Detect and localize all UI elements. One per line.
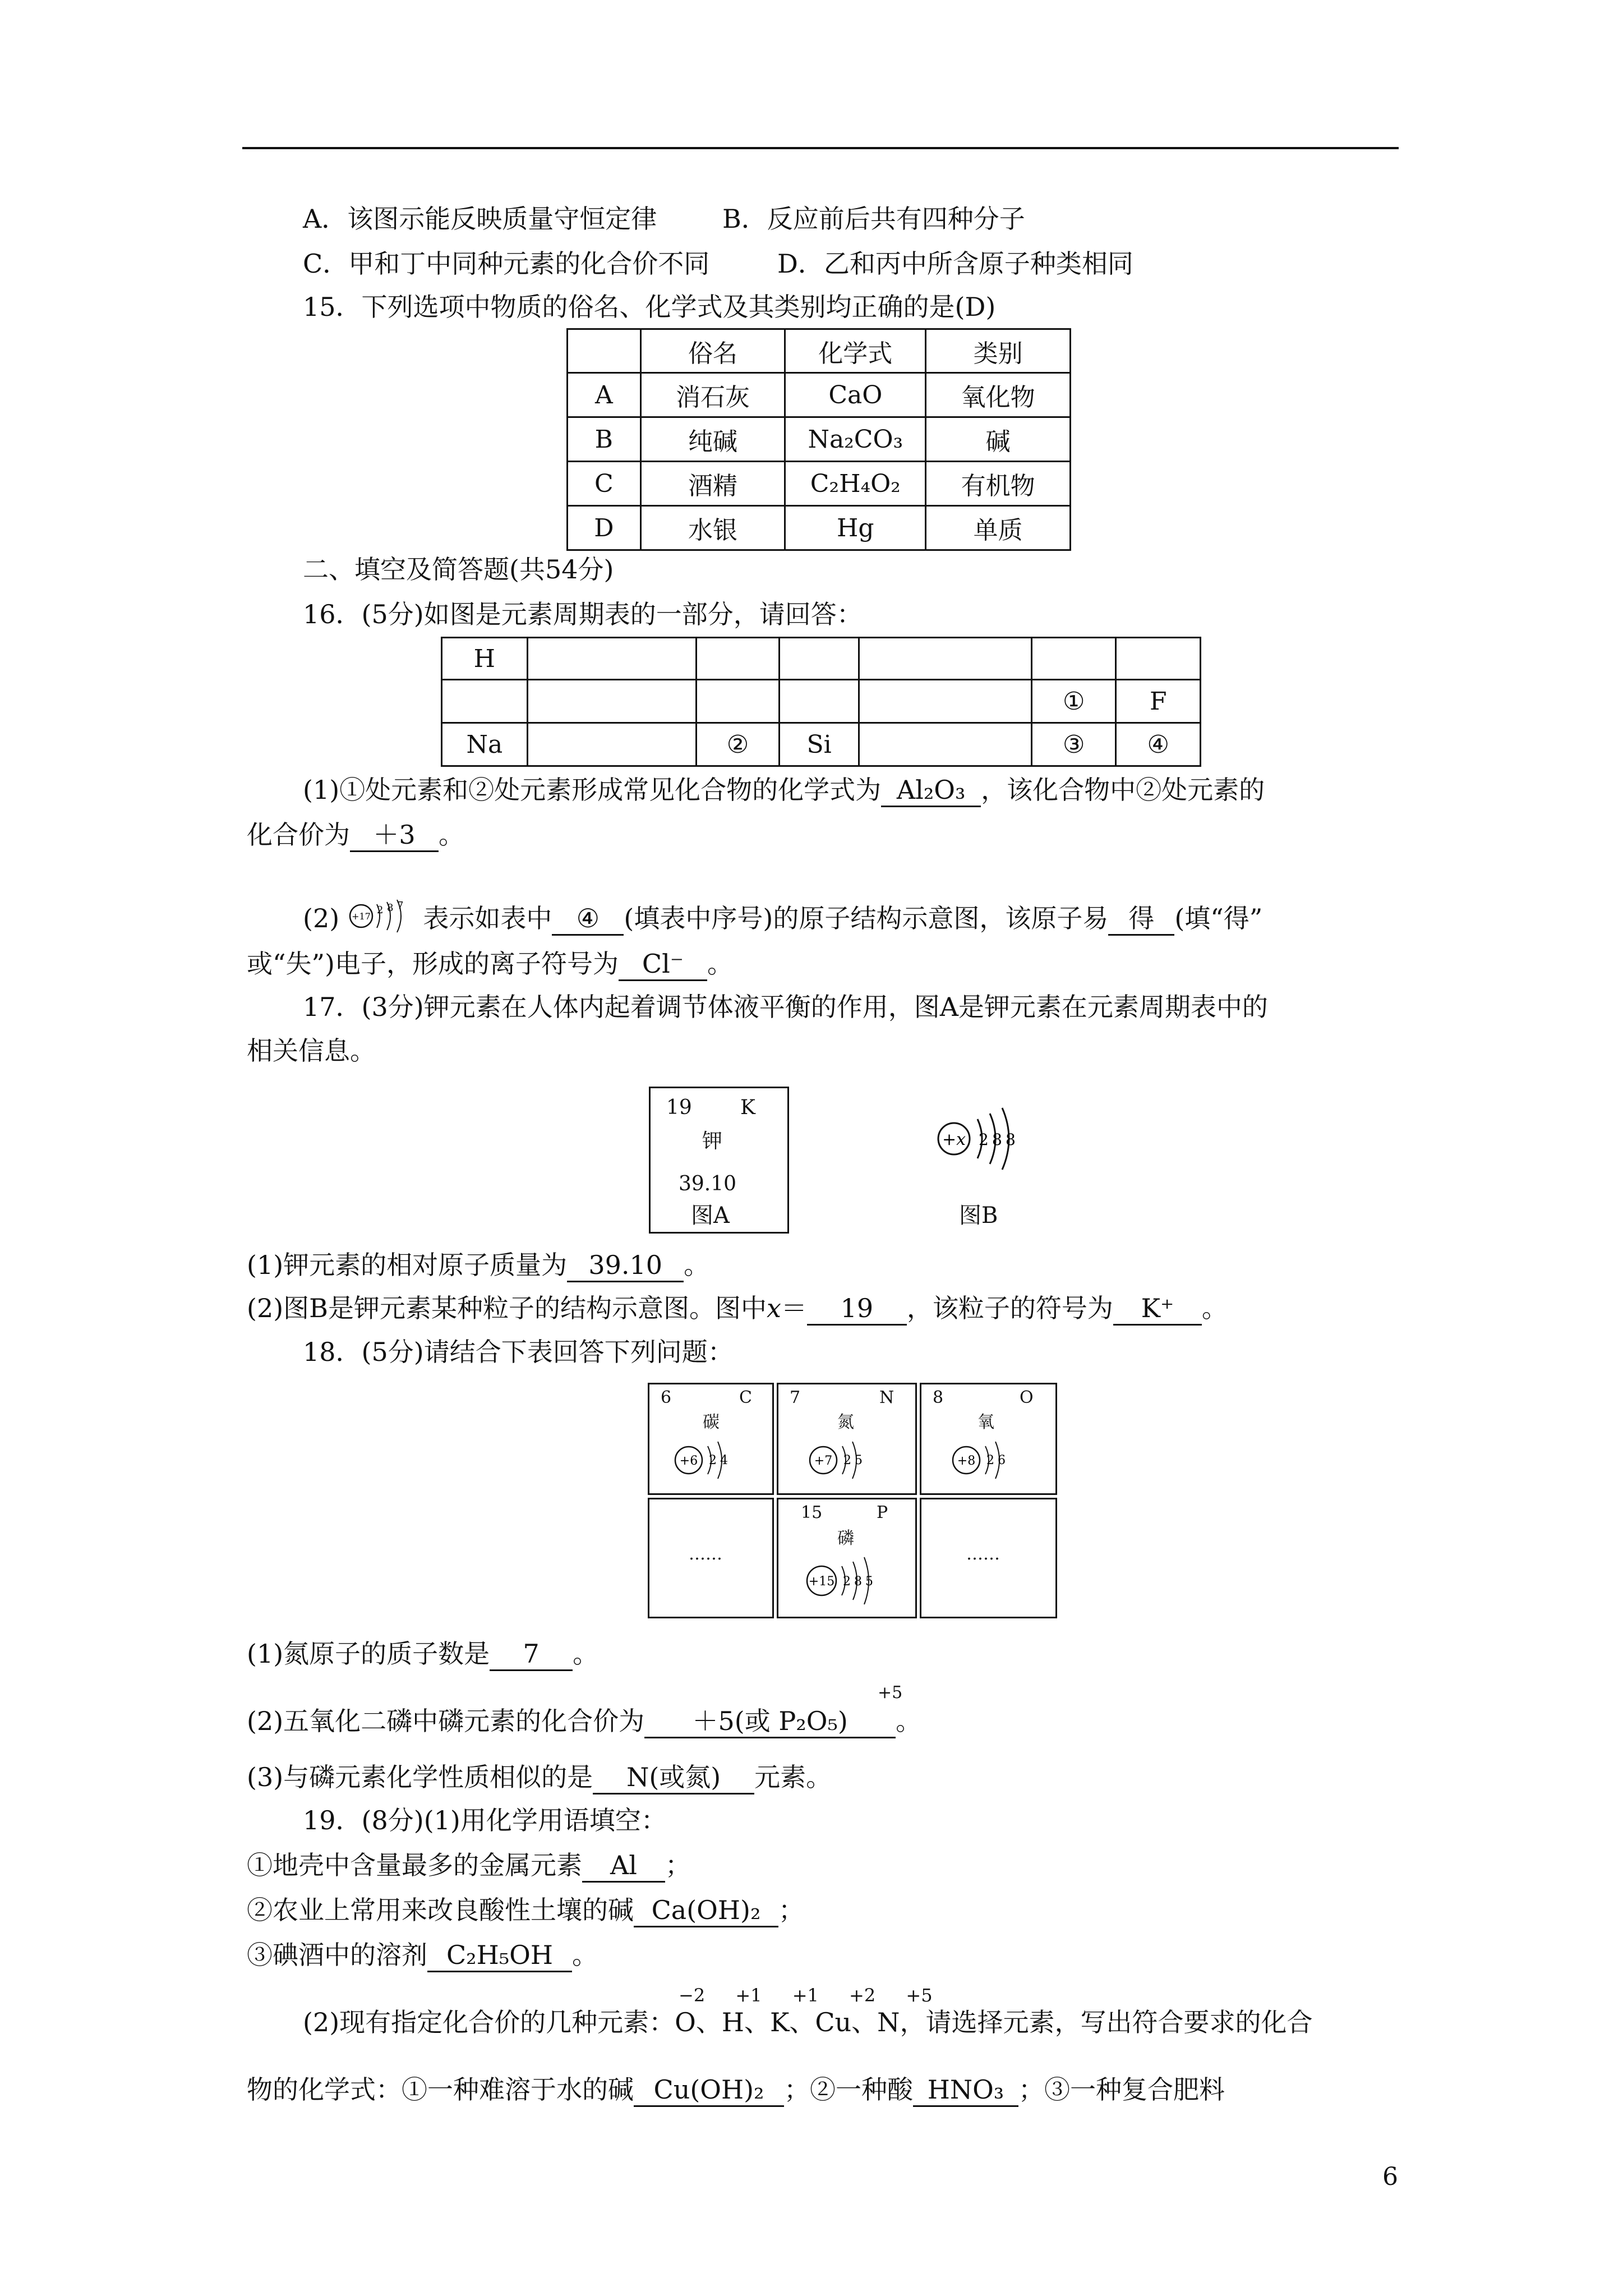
text: ＝ [781, 1293, 807, 1323]
q19-item2 [247, 1893, 804, 1927]
text: (2)图B是钾元素某种粒子的结构示意图。图中 [247, 1293, 767, 1323]
q15-header-cell: 化学式 [785, 329, 926, 373]
q19-part2-line1 [303, 2005, 1312, 2039]
q17-stem-line2: 相关信息。 [247, 1036, 376, 1066]
svg-text:+7: +7 [814, 1454, 833, 1468]
element-name: 碳 [703, 1412, 720, 1432]
svg-text:8: 8 [1006, 1130, 1016, 1149]
text: (填“得” [1174, 903, 1263, 933]
atomic-number: 8 [933, 1388, 944, 1407]
element-cell-phosphorus [777, 1498, 917, 1618]
svg-text:+8: +8 [957, 1454, 976, 1468]
option-a: A．该图示能反映质量守恒定律 [303, 204, 657, 234]
q17-part2 [247, 1291, 1228, 1326]
atomic-number: 6 [661, 1388, 672, 1407]
text: 表示如表中 [423, 903, 552, 933]
element-list: O、H、K、Cu、N [675, 2007, 900, 2037]
pt-cell: H [442, 638, 528, 680]
answer-blank: K⁺ [1113, 1292, 1202, 1326]
answer-blank: N(或氮) [593, 1761, 754, 1795]
pt-cell [1031, 638, 1116, 680]
text: ，该粒子的符号为 [906, 1293, 1113, 1323]
answer-blank: C₂H₅OH [427, 1939, 572, 1972]
atom-diagram [804, 1553, 899, 1609]
q15-cell: C [568, 462, 641, 506]
svg-text:8: 8 [992, 1130, 1002, 1149]
pt-cell [859, 638, 1032, 680]
svg-text:+15: +15 [808, 1575, 835, 1589]
q19-item3 [247, 1938, 598, 1972]
section-title: 二、填空及简答题(共54分) [303, 554, 614, 585]
svg-text:+17: +17 [351, 911, 371, 922]
svg-text:8: 8 [854, 1575, 862, 1589]
atom-diagram [672, 1435, 750, 1485]
figure-b-label: 图B [959, 1203, 998, 1228]
option-c: C．甲和丁中同种元素的化合价不同 [303, 249, 710, 279]
pt-cell: ② [697, 723, 780, 766]
ellipsis-text: …… [966, 1544, 1000, 1564]
text: 化合价为 [247, 820, 350, 850]
answer-blank: ＋5(或 P₂O₅) [644, 1705, 896, 1738]
text: (1)①处元素和②处元素形成常见化合物的化学式为 [303, 775, 882, 805]
q15-cell: B [568, 417, 641, 462]
q16-part2-line1 [303, 896, 1262, 936]
q15-header-cell: 俗名 [640, 329, 785, 373]
q19-stem: 19．(8分)(1)用化学用语填空： [303, 1805, 667, 1835]
answer-blank: Ca(OH)₂ [634, 1894, 778, 1927]
answer-blank: 19 [807, 1292, 907, 1326]
figB-core-label: +x [942, 1130, 966, 1149]
q15-stem: 15．下列选项中物质的俗名、化学式及其类别均正确的是(D) [303, 292, 996, 322]
pt-cell [527, 638, 697, 680]
answer-blank: Cu(OH)₂ [634, 2074, 784, 2107]
q15-cell: CaO [785, 373, 926, 417]
element-cell-nitrogen [777, 1383, 917, 1495]
text: ；③一种复合肥料 [1018, 2074, 1225, 2105]
q15-header-cell: 类别 [926, 329, 1071, 373]
element-symbol: N [879, 1388, 895, 1407]
q15-header-cell [568, 329, 641, 373]
text: 元素。 [754, 1762, 832, 1792]
element-symbol: K [740, 1096, 755, 1119]
option-b: B．反应前后共有四种分子 [722, 204, 1025, 234]
variable-x: x [766, 1293, 781, 1323]
q16-stem: 16．(5分)如图是元素周期表的一部分，请回答： [303, 599, 863, 629]
svg-text:2: 2 [709, 1453, 717, 1467]
figure-a-label: 图A [691, 1203, 730, 1228]
svg-text:2: 2 [979, 1130, 989, 1149]
svg-text:8: 8 [386, 902, 394, 914]
pt-cell [697, 638, 780, 680]
q18-part1 [247, 1637, 598, 1671]
answer-blank: Cl⁻ [619, 948, 707, 981]
pt-cell: ④ [1116, 723, 1201, 766]
text: (2) [303, 903, 340, 933]
text: ； [665, 1850, 691, 1880]
element-cell-carbon [648, 1383, 774, 1495]
q16-part1-line1 [303, 773, 1265, 807]
element-cell-ellipsis [648, 1498, 774, 1618]
svg-text:+6: +6 [679, 1454, 698, 1468]
atomic-number: 19 [666, 1096, 692, 1119]
text: ，该化合物中②处元素的 [981, 775, 1265, 805]
pt-cell [1116, 638, 1201, 680]
text: 。 [1201, 1293, 1228, 1323]
q15-cell: 酒精 [640, 462, 785, 506]
text: (1)氮原子的质子数是 [247, 1639, 490, 1669]
text: 。 [572, 1940, 598, 1970]
text: 。 [573, 1639, 599, 1669]
element-name: 氧 [978, 1412, 994, 1432]
valence-labels: −2 +1 +1 +2 +5 [679, 1985, 933, 2006]
element-name: 氮 [837, 1412, 854, 1432]
q19-item1 [247, 1848, 691, 1883]
periodic-table-part [441, 637, 1201, 767]
q15-cell: 纯碱 [640, 417, 785, 462]
pt-cell [779, 680, 859, 723]
atomic-number: 15 [801, 1503, 823, 1522]
q17-stem-line1: 17．(3分)钾元素在人体内起着调节体液平衡的作用，图A是钾元素在元素周期表中的 [303, 992, 1268, 1022]
atom-diagram [806, 1435, 885, 1485]
text: ②农业上常用来改良酸性土壤的碱 [247, 1895, 634, 1925]
answer-blank: Al₂O₃ [881, 774, 981, 807]
text: 。 [707, 949, 733, 979]
q15-table [566, 328, 1071, 551]
pt-cell: Si [779, 723, 859, 766]
q19-part2-line2 [247, 2073, 1225, 2107]
pt-cell: Na [442, 723, 528, 766]
text: 。 [439, 820, 464, 850]
potassium-ion-structure-diagram [933, 1097, 1034, 1181]
answer-blank: 得 [1108, 903, 1174, 936]
text: (2)五氧化二磷中磷元素的化合价为 [247, 1706, 645, 1736]
valence-superscript: +5 [878, 1683, 903, 1703]
svg-text:5: 5 [865, 1575, 873, 1589]
pt-cell [527, 680, 697, 723]
text: ③碘酒中的溶剂 [247, 1940, 427, 1970]
atom-diagram [949, 1435, 1028, 1485]
pt-cell [859, 723, 1032, 766]
q15-cell: C₂H₄O₂ [785, 462, 926, 506]
q15-cell: Hg [785, 506, 926, 550]
answer-blank: Al [582, 1849, 665, 1883]
pt-cell: F [1116, 680, 1201, 723]
answer-blank: ④ [552, 903, 624, 936]
svg-text:7: 7 [396, 900, 404, 912]
text: (3)与磷元素化学性质相似的是 [247, 1762, 593, 1792]
svg-text:4: 4 [720, 1453, 728, 1467]
pt-cell [697, 680, 780, 723]
pt-cell [859, 680, 1032, 723]
q16-part1-line2 [247, 818, 464, 852]
atomic-number: 7 [790, 1388, 801, 1407]
q16-part2-line2 [247, 947, 733, 981]
svg-text:2: 2 [843, 1453, 851, 1467]
page-number: 6 [1382, 2162, 1398, 2191]
q15-cell: 氧化物 [926, 373, 1071, 417]
text: (填表中序号)的原子结构示意图，该原子易 [624, 903, 1109, 933]
text: 。 [684, 1250, 710, 1280]
pt-cell: ③ [1031, 723, 1116, 766]
text: 。 [896, 1706, 922, 1736]
text: 或“失”)电子，形成的离子符号为 [247, 949, 619, 979]
text: ；②一种酸 [784, 2074, 913, 2105]
text: (2)现有指定化合价的几种元素： [303, 2007, 675, 2037]
element-name: 磷 [837, 1529, 854, 1548]
element-cell-ellipsis [920, 1498, 1057, 1618]
atomic-mass: 39.10 [679, 1172, 737, 1195]
q18-stem: 18．(5分)请结合下表回答下列问题： [303, 1337, 734, 1367]
pt-cell [442, 680, 528, 723]
answer-blank: HNO₃ [913, 2074, 1018, 2107]
q15-cell: 碱 [926, 417, 1071, 462]
answer-blank: ＋3 [350, 819, 439, 852]
q15-cell: D [568, 506, 641, 550]
svg-text:2: 2 [376, 904, 384, 916]
element-name: 钾 [702, 1130, 723, 1153]
q18-part2 [247, 1704, 921, 1738]
element-symbol: O [1020, 1388, 1034, 1407]
q15-cell: 消石灰 [640, 373, 785, 417]
svg-text:6: 6 [998, 1453, 1006, 1467]
q17-part1 [247, 1248, 709, 1282]
pt-cell: ① [1031, 680, 1116, 723]
svg-text:5: 5 [855, 1453, 863, 1467]
text: (1)钾元素的相对原子质量为 [247, 1250, 568, 1280]
element-cell-oxygen [920, 1383, 1057, 1495]
text: ①地壳中含量最多的金属元素 [247, 1850, 582, 1880]
header-rule [242, 147, 1399, 149]
svg-text:2: 2 [986, 1453, 994, 1467]
option-d: D．乙和丙中所含原子种类相同 [777, 249, 1133, 279]
text: ，请选择元素，写出符合要求的化合 [900, 2007, 1313, 2037]
element-symbol: C [739, 1388, 752, 1407]
answer-blank: 7 [490, 1638, 573, 1671]
ellipsis-text: …… [689, 1544, 722, 1564]
q15-cell: Na₂CO₃ [785, 417, 926, 462]
atom-structure-diagram [348, 896, 415, 936]
svg-text:2: 2 [843, 1575, 851, 1589]
q15-cell: 水银 [640, 506, 785, 550]
q15-cell: 有机物 [926, 462, 1071, 506]
element-symbol: P [877, 1503, 888, 1522]
q15-cell: 单质 [926, 506, 1071, 550]
q15-cell: A [568, 373, 641, 417]
pt-cell [527, 723, 697, 766]
element-grid [648, 1383, 1057, 1618]
answer-blank: 39.10 [567, 1249, 684, 1282]
text: 物的化学式：①一种难溶于水的碱 [247, 2074, 634, 2105]
q18-part3 [247, 1760, 832, 1795]
pt-cell [779, 638, 859, 680]
text: ； [778, 1895, 804, 1925]
